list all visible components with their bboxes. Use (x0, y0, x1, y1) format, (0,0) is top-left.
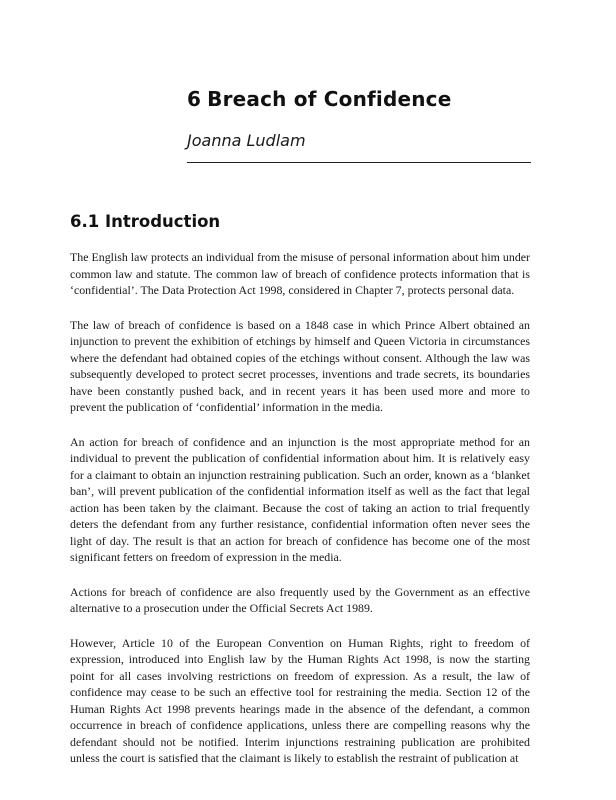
chapter-number: 6 (187, 87, 202, 111)
title-divider (187, 162, 531, 163)
paragraph: However, Article 10 of the European Convention on Human Rights, right to freedom of expression, introduced into English law by the Human Rights Act 1998, is now the starting point for all cases involving restrictions on freedom of expression. As a result, the law of confidence may cease to be such an effective tool for restraining the media. Section 12 of the Human Rights Act 1998 prevents hearings made in the absence of the defendant, a common occurrence in breach of confidence applications, unless there are compelling reasons why the defendant should not be notified. Interim injunctions restraining publication are prohibited unless the court is satisfied that the claimant is likely to establish the restraint of publication at (70, 635, 530, 765)
paragraph: The law of breach of confidence is based on a 1848 case in which Prince Albert obtained an injunction to prevent the exhibition of etchings by himself and Queen Victoria in circumstances where the defendant had obtained copies of the etchings without consent. Although the law was subsequently developed to protect secret processes, inventions and trade secrets, its boundaries have been constantly pushed back, and in recent years it has been used more and more to prevent the publication of ‘confidential’ information in the media. (70, 317, 530, 414)
paragraph: Actions for breach of confidence are also frequently used by the Government as an effective alternative to a prosecution under the Official Secrets Act 1989. (70, 584, 530, 615)
chapter-author: Joanna Ludlam (187, 131, 306, 150)
paragraph: An action for breach of confidence and an injunction is the most appropriate method for an individual to prevent the publication of confidential information about him. It is relatively easy for a claimant to obtain an injunction restraining publication. Such an order, known as a ‘blanket ban’, will prevent publication of the confidential information itself as well as the fact that legal action has been taken by the claimant. Because the cost of taking an action to trial frequently deters the defendant from any further resistance, confidential information often never sees the light of day. The result is that an action for breach of confidence has become one of the most significant fetters on freedom of expression in the media. (70, 434, 530, 564)
paragraph: The English law protects an individual from the misuse of personal information about him under common law and statute. The common law of breach of confidence protects information that is ‘confidential’. The Data Protection Act 1998, considered in Chapter 7, protects personal data. (70, 250, 530, 297)
section-heading: 6.1 Introduction (70, 212, 221, 231)
chapter-header (187, 86, 531, 163)
chapter-title-text: Breach of Confidence (207, 87, 452, 111)
body-text (70, 249, 530, 785)
chapter-title (187, 86, 531, 112)
